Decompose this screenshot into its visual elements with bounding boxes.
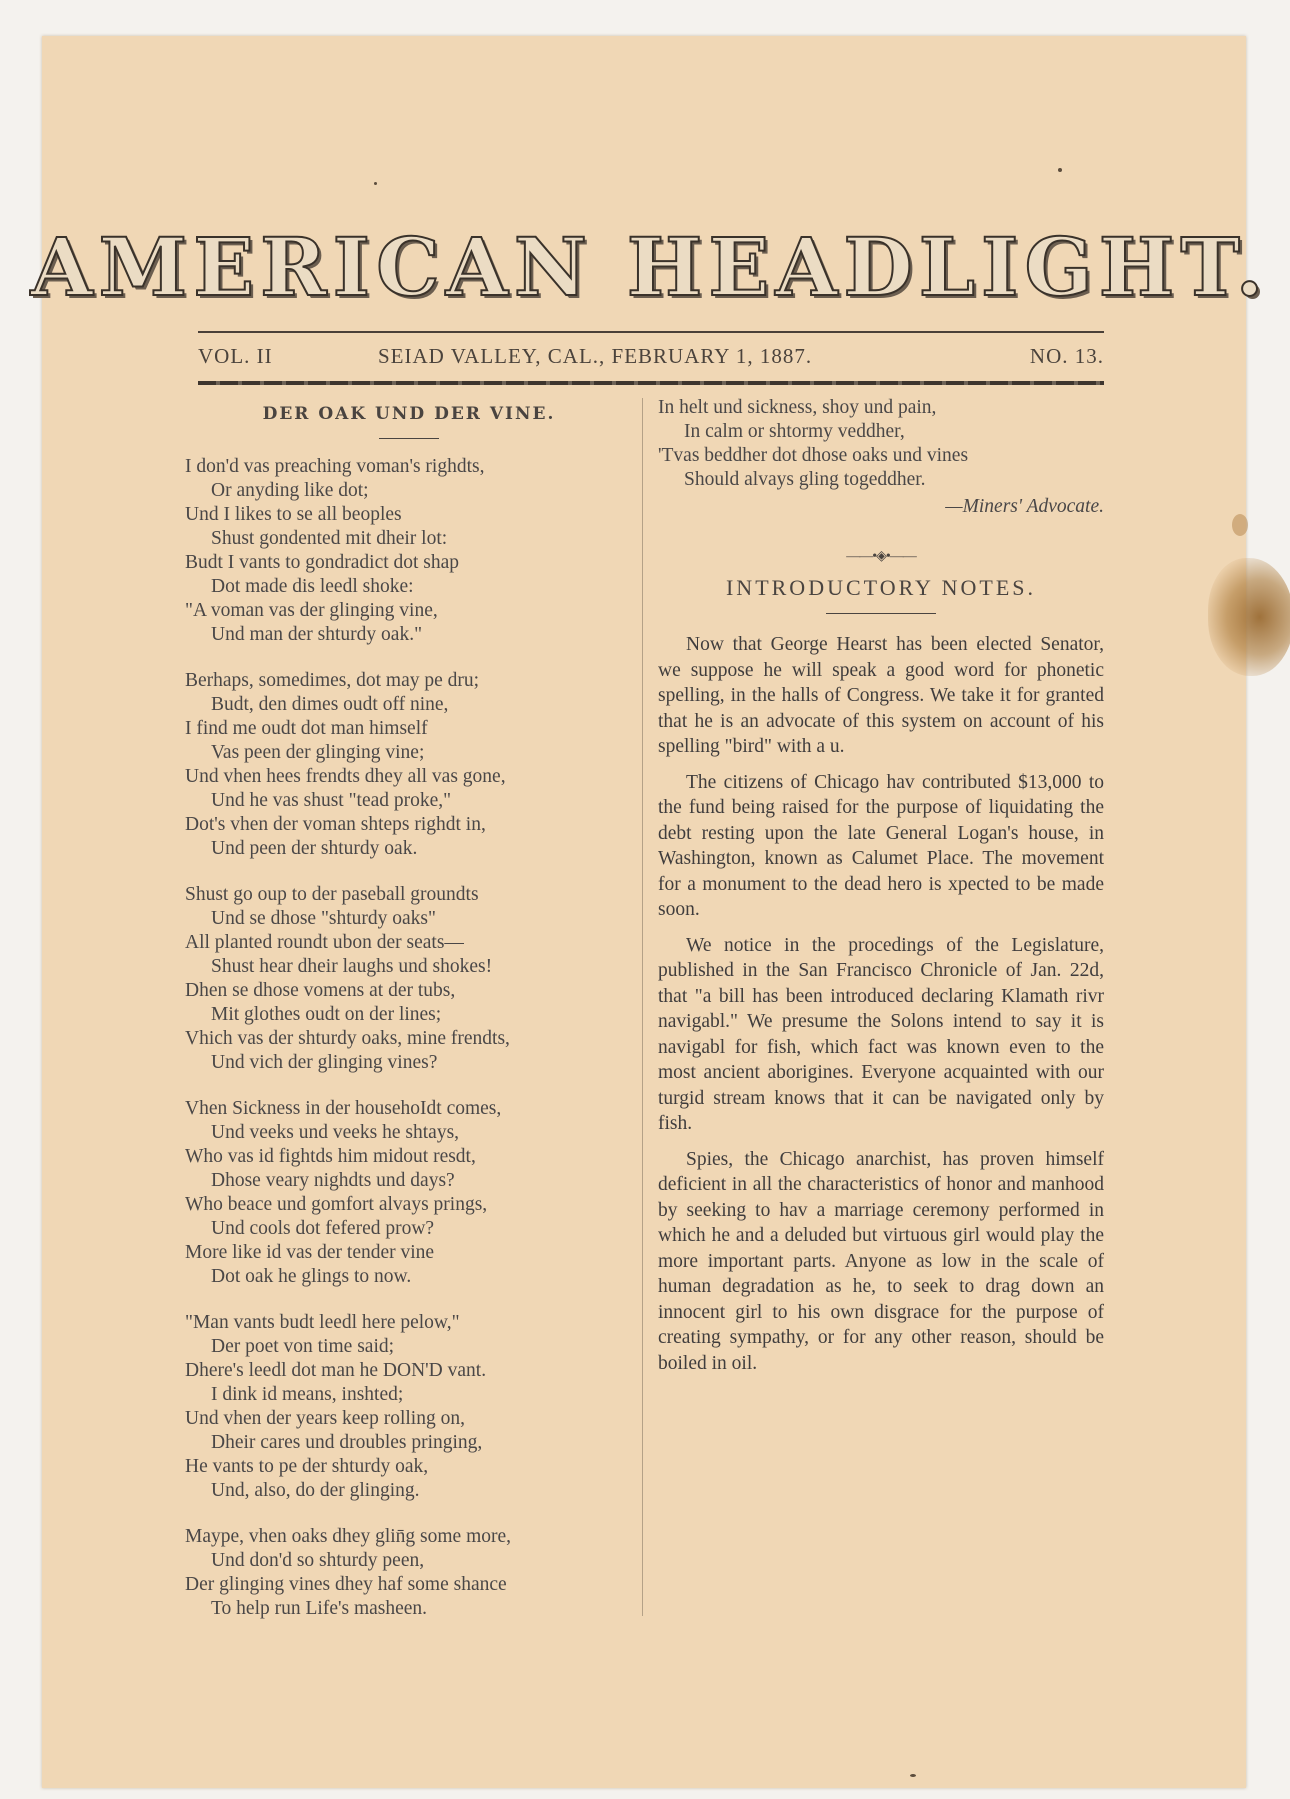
poem-line: I find me oudt dot man himself: [185, 718, 428, 739]
notes-column: [658, 396, 1104, 1386]
poem-line: More like id vas der tender vine: [185, 1242, 435, 1263]
dateline: SEIAD VALLEY, CAL., FEBRUARY 1, 1887.: [378, 344, 813, 368]
poem-line: Und, also, do der glinging.: [211, 1480, 420, 1501]
poem-line: Vhen Sickness in der househoIdt comes,: [185, 1098, 502, 1119]
poem-stanza: [185, 455, 633, 647]
poem-line: 'Tvas beddher dot dhose oaks und vines: [658, 445, 969, 466]
issue-line: [198, 344, 1104, 374]
poem-line: Und I likes to se all beoples: [185, 504, 402, 525]
poem-line: All planted roundt ubon der seats—: [185, 932, 464, 953]
poem-line: Vas peen der glinging vine;: [211, 742, 425, 763]
poem-line: Who beace und gomfort alvays prings,: [185, 1194, 488, 1215]
poem-stanza: [185, 1311, 633, 1503]
poem-line: Dhere's leedl dot man he DON'D vant.: [185, 1360, 487, 1381]
paper-speck: [1058, 168, 1062, 172]
poem-line: Der glinging vines dhey haf some shance: [185, 1574, 507, 1595]
poem-attribution: —Miners' Advocate.: [945, 496, 1104, 517]
poem-line: Berhaps, somedimes, dot may pe dru;: [185, 670, 480, 691]
poem-stanza: [185, 1525, 633, 1621]
poem-line: Shust hear dheir laughs und shokes!: [211, 956, 493, 977]
column-divider: [642, 398, 643, 1616]
notes-title: INTRODUCTORY NOTES.: [725, 575, 1036, 600]
note-paragraph: We notice in the procedings of the Legislature, published in the San Francisco Chronicle of Jan. 22d, that "a bill has been introduced declaring Klamath rivr navigabl." We presume the Solons intend to say it is navigabl for fish, which fact was known even to the most ancient aborigines. Everyone acquainted with our turgid stream knows that it can be navigated only by fish.: [658, 934, 1104, 1134]
poem-line: Und cools dot fefered prow?: [211, 1218, 435, 1239]
poem-line: In calm or shtormy veddher,: [684, 421, 905, 442]
poem-line: Dheir cares und droubles pringing,: [211, 1432, 483, 1453]
paper-speck: [910, 1774, 916, 1777]
note-paragraph: Now that George Hearst has been elected Senator, we suppose he will speak a good word for phonetic spelling, in the halls of Congress. We take it for granted that he is an advocate of this system on account of his spelling "bird" with a u.: [658, 634, 1104, 757]
poem-line: I dink id means, inshted;: [211, 1384, 404, 1405]
poem-line: Budt I vants to gondradict dot shap: [185, 552, 460, 573]
poem-line: "Man vants budt leedl here pelow,": [185, 1312, 460, 1333]
masthead-title: AMERICAN HEADLIGHT.: [30, 220, 1270, 314]
poem-line: Who vas id fightds him midout resdt,: [185, 1146, 476, 1167]
poem-line: Und vhen der years keep rolling on,: [185, 1408, 465, 1429]
poem-line: Or anyding like dot;: [211, 480, 369, 501]
poem-line: Dot oak he glings to now.: [211, 1266, 412, 1287]
note-paragraph: Spies, the Chicago anarchist, has proven himself deficient in all the characteristics of honor and manhood by seeking to hav a marriage ceremony performed in which he and a deluded but virtuous girl would play the more important parts. Anyone as low in the scale of human degradation as he, to seek to drag down an innocent girl to his own disgrace for the purpose of creating sympathy, or for any other reason, should be boiled in oil.: [658, 1148, 1104, 1374]
poem-stanza: [185, 669, 633, 861]
poem-line: "A voman vas der glinging vine,: [185, 600, 438, 621]
paper-speck: [374, 182, 377, 185]
poem-line: Dot made dis leedl shoke:: [211, 576, 414, 597]
poem-line: Und man der shturdy oak.": [211, 624, 423, 645]
issue-rule: [198, 381, 1104, 385]
poem-line: Budt, den dimes oudt off nine,: [211, 694, 449, 715]
issue-number: NO. 13.: [1029, 344, 1104, 368]
poem-line: Shust gondented mit dheir lot:: [211, 528, 448, 549]
volume-label: VOL. II: [198, 344, 273, 368]
poem-line: Dhose veary nighdts und days?: [211, 1170, 455, 1191]
poem-line: To help run Life's masheen.: [211, 1598, 428, 1619]
poem-line: In helt und sickness, shoy und pain,: [658, 397, 937, 418]
poem-title: DER OAK UND DER VINE.: [262, 404, 556, 424]
poem-line: I don'd vas preaching voman's righdts,: [185, 456, 485, 477]
poem-line: Mit glothes oudt on der lines;: [211, 1004, 442, 1025]
poem-line: Dhen se dhose vomens at der tubs,: [185, 980, 456, 1001]
title-rule: [379, 438, 439, 439]
poem-stanza: [185, 883, 633, 1075]
poem-line: Und vich der glinging vines?: [211, 1052, 438, 1073]
poem-line: Und he vas shust "tead proke,": [211, 790, 452, 811]
poem-line: Und peen der shturdy oak.: [211, 838, 418, 859]
poem-stanza: [185, 1097, 633, 1289]
poem-line: Der poet von time said;: [211, 1336, 395, 1357]
poem-column: [185, 398, 633, 1643]
poem-line: Und veeks und veeks he shtays,: [211, 1122, 460, 1143]
poem-line: He vants to pe der shturdy oak,: [185, 1456, 429, 1477]
poem-line: Und don'd so shturdy peen,: [211, 1550, 425, 1571]
poem-line: Maype, vhen oaks dhey glin̄g some more,: [185, 1526, 512, 1547]
poem-line: Und se dhose "shturdy oaks": [211, 908, 436, 929]
poem-line: Should alvays gling togeddher.: [684, 469, 926, 490]
poem-line: Und vhen hees frendts dhey all vas gone,: [185, 766, 506, 787]
section-ornament: ——•◈•——: [846, 549, 916, 564]
title-rule: [826, 613, 936, 614]
poem-line: Vhich vas der shturdy oaks, mine frendts,: [185, 1028, 510, 1049]
masthead-rule: [198, 331, 1104, 333]
poem-line: Dot's vhen der voman shteps righdt in,: [185, 814, 486, 835]
note-paragraph: The citizens of Chicago hav contributed $13,000 to the fund being raised for the purpose of liquidating the debt resting upon the late General Logan's house, in Washington, known as Calumet Place. The movement for a monument to the dead hero is xpected to be made soon.: [658, 771, 1104, 920]
poem-line: Shust go oup to der paseball groundts: [185, 884, 479, 905]
paper-stain-small: [1232, 514, 1248, 536]
paper-stain: [1208, 558, 1290, 676]
